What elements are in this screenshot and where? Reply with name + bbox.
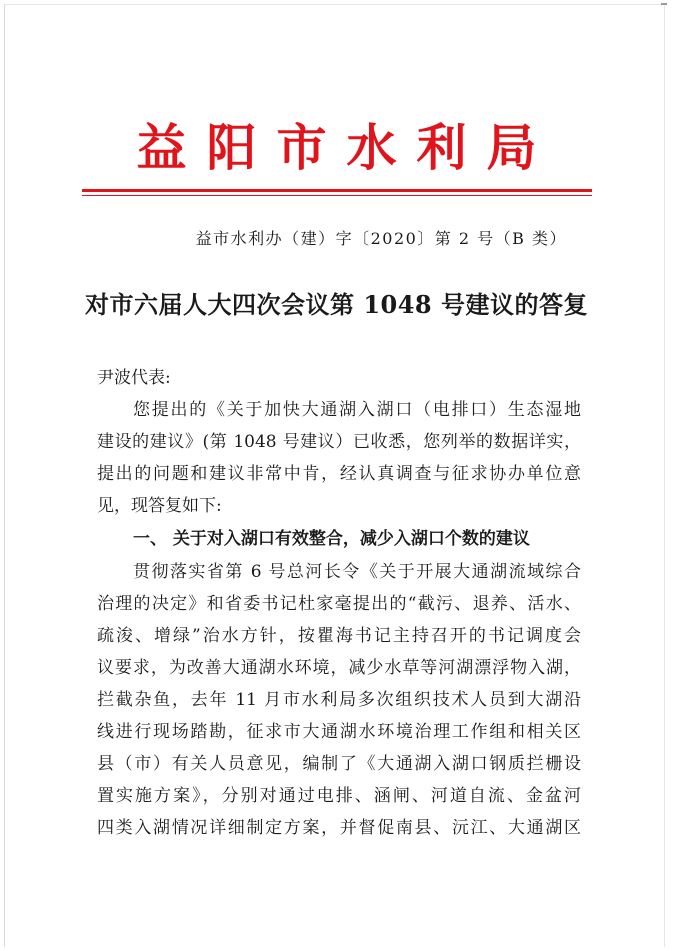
section-1-line-6: 线进行现场踏勘，征求市大通湖水环境治理工作组和相关区 <box>97 722 581 742</box>
salutation: 尹波代表: <box>97 368 171 388</box>
letterhead-title: 益阳市水利局 <box>136 118 557 177</box>
section-1-heading: 一、 关于对入湖口有效整合，减少入湖口个数的建议 <box>133 529 530 549</box>
section-1-line-8: 置实施方案》，分别对通过电排、涵闸、河道自流、金盆河 <box>97 786 581 806</box>
letterhead-rule-thick <box>82 189 592 192</box>
section-1-line-5: 拦截杂鱼，去年 11 月市水利局多次组织技术人员到大湖沿 <box>97 690 581 710</box>
document-title: 对市六届人大四次会议第 1048 号建议的答复 <box>84 290 588 319</box>
section-1-line-3: 疏浚、增绿”治水方针，按瞿海书记主持召开的书记调度会 <box>97 626 581 646</box>
section-1-line-2: 治理的决定》和省委书记杜家毫提出的“截污、退养、活水、 <box>97 594 581 614</box>
section-1-line-7: 县（市）有关人员意见，编制了《大通湖入湖口钢质拦栅设 <box>97 754 581 774</box>
paragraph-1-line-4: 见，现答复如下: <box>97 496 222 516</box>
document-number: 益市水利办（建）字〔2020〕第 2 号（B 类） <box>195 229 567 248</box>
section-1-line-9: 四类入湖情况详细制定方案，并督促南县、沅江、大通湖区 <box>97 818 581 838</box>
section-1-line-1: 贯彻落实省第 6 号总河长令《关于开展大通湖流域综合 <box>133 562 581 582</box>
paragraph-1-line-3: 提出的问题和建议非常中肯，经认真调查与征求协办单位意 <box>97 464 581 484</box>
paragraph-1-line-1: 您提出的《关于加快大通湖入湖口（电排口）生态湿地 <box>133 400 581 420</box>
corner-mark <box>661 3 667 5</box>
document-body <box>97 362 581 844</box>
paragraph-1-line-2: 建设的建议》(第 1048 号建议）已收悉，您列举的数据详实， <box>97 432 581 452</box>
letterhead-rule-thin <box>82 195 592 196</box>
section-1-line-4: 议要求，为改善大通湖水环境，减少水草等河湖漂浮物入湖， <box>97 658 581 678</box>
